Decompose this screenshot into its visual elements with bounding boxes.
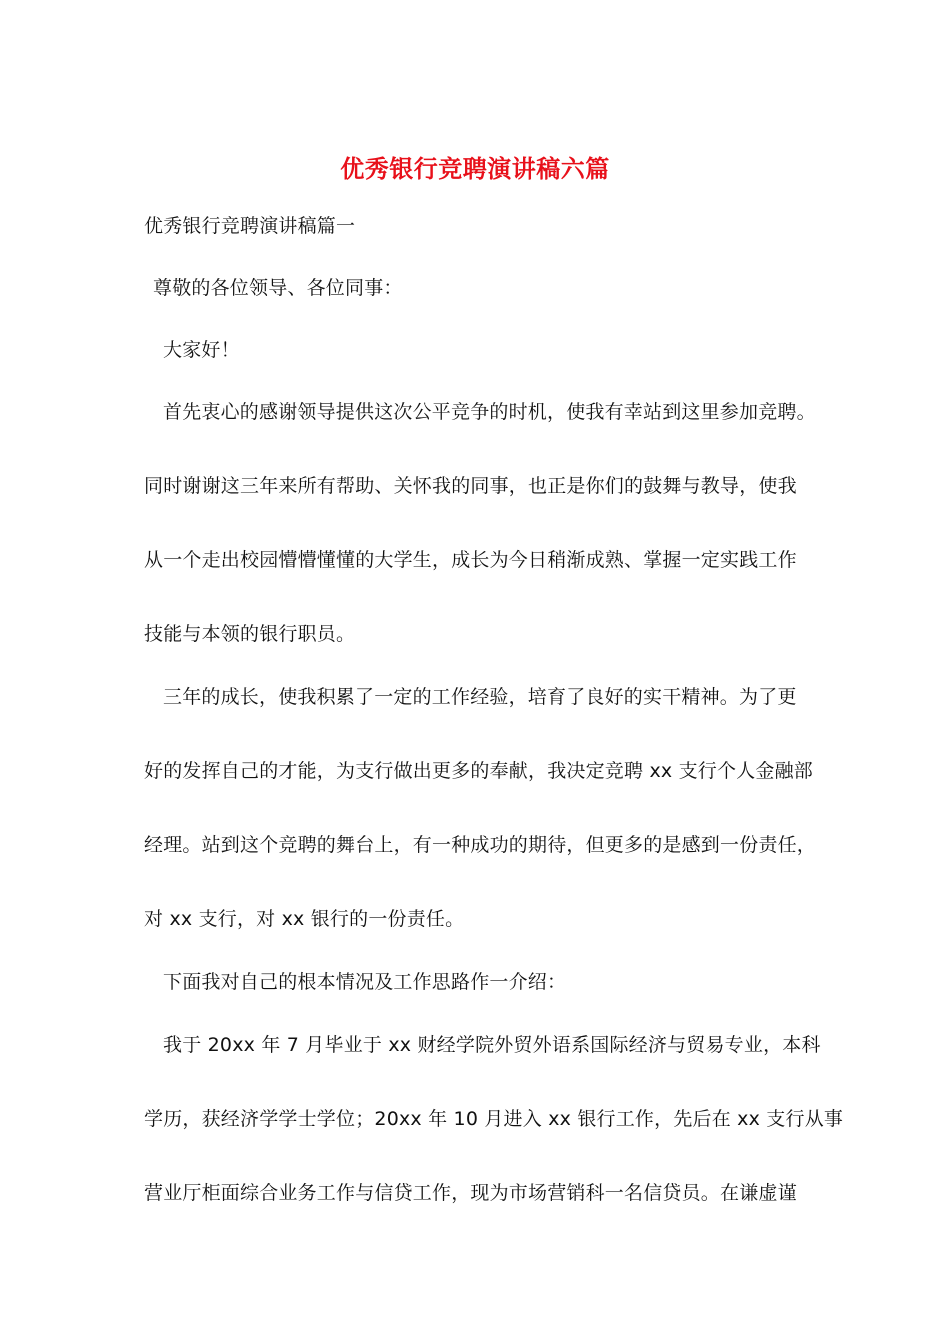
paragraph-line: 尊敬的各位领导、各位同事： [153, 277, 403, 299]
paragraph-line: 同时谢谢这三年来所有帮助、关怀我的同事，也正是你们的鼓舞与教导，使我 [144, 475, 797, 497]
paragraph-line: 首先衷心的感谢领导提供这次公平竞争的时机，使我有幸站到这里参加竞聘。 [163, 401, 816, 423]
paragraph-line: 我于 20xx 年 7 月毕业于 xx 财经学院外贸外语系国际经济与贸易专业，本科 [163, 1034, 821, 1056]
paragraph-line: 好的发挥自己的才能，为支行做出更多的奉献，我决定竞聘 xx 支行个人金融部 [144, 760, 813, 782]
section-heading: 优秀银行竞聘演讲稿篇一 [144, 215, 356, 237]
paragraph-line: 从一个走出校园懵懵懂懂的大学生，成长为今日稍渐成熟、掌握一定实践工作 [144, 549, 797, 571]
paragraph-line: 三年的成长，使我积累了一定的工作经验，培育了良好的实干精神。为了更 [163, 686, 797, 708]
paragraph-line: 营业厅柜面综合业务工作与信贷工作，现为市场营销科一名信贷员。在谦虚谨 [144, 1182, 797, 1204]
paragraph-line: 技能与本领的银行职员。 [144, 623, 356, 645]
paragraph-line: 下面我对自己的根本情况及工作思路作一介绍： [163, 971, 567, 993]
paragraph-line: 大家好！ [163, 339, 240, 361]
document-title: 优秀银行竞聘演讲稿六篇 [340, 154, 610, 183]
paragraph-line: 学历，获经济学学士学位；20xx 年 10 月进入 xx 银行工作，先后在 xx 支行从事 [144, 1108, 844, 1130]
paragraph-line: 经理。站到这个竞聘的舞台上，有一种成功的期待，但更多的是感到一份责任， [144, 834, 817, 856]
paragraph-line: 对 xx 支行，对 xx 银行的一份责任。 [144, 908, 465, 930]
